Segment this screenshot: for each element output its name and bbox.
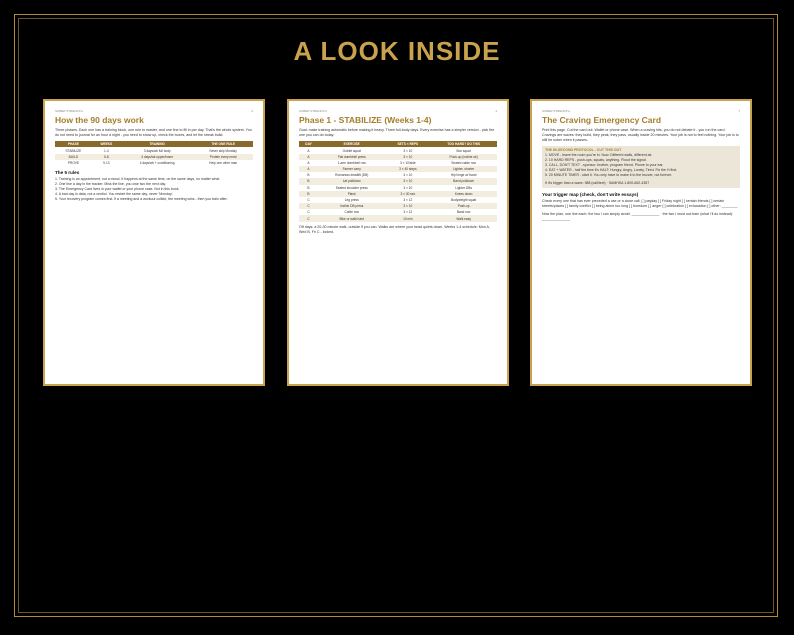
table-cell: Incline DB press (318, 203, 386, 209)
page-title: Phase 1 - STABILIZE (Weeks 1-4) (299, 115, 432, 125)
table-cell: B (307, 185, 310, 190)
table-cell: 3 × 10 (403, 185, 413, 190)
preview-page-1 (43, 99, 265, 386)
table-cell: 3 × 30 sec (385, 191, 430, 197)
table-cell: Seated cable row (451, 160, 476, 165)
running-header (542, 109, 740, 113)
table-header: THE ONE RULE (193, 141, 253, 147)
table-cell: Goblet squat (342, 148, 361, 153)
page-outro: Off days: a 20-30 minute walk, outside if you can. Walks are where your head quiets down. Weeks 1-4 schedule: Mon A, Wed B, Fri C - locked. (299, 224, 490, 234)
table-cell: Knees down (430, 191, 497, 197)
table-cell: Band pulldown (430, 178, 497, 184)
table-cell: 1-arm dumbbell row (337, 160, 366, 165)
table-cell: 10 min (385, 215, 430, 221)
table-header: SETS × REPS (385, 141, 430, 147)
table-cell: Protein every meal (193, 154, 253, 160)
table-cell: Lighter, shorter (430, 166, 497, 172)
table-cell: Cable row (344, 210, 359, 215)
protocol-step: 4. EAT + WATER - half the time it's HALT: Hungry, Angry, Lonely, Tired. Fix the H first. (545, 168, 678, 173)
rules-heading: The 5 rules (55, 169, 80, 175)
table-cell: STABILIZE (65, 148, 82, 153)
table-cell: BUILD (55, 154, 92, 160)
page-number: 4 (495, 109, 497, 113)
table-cell: Hip hinge w/ band (450, 173, 477, 178)
table-cell: Bike or walk hard (318, 215, 386, 221)
page-intro: Goal: make training automatic before making it heavy. Three full-body days. Every exercise has a simpler version - pick the one you can do today. (299, 128, 495, 138)
preview-page-3 (530, 99, 752, 386)
table-cell: 3 × 40 steps (385, 166, 430, 172)
table-cell: Farmer carry (318, 166, 386, 172)
page-intro: Print this page. Cut the card out. Wallet or phone case. When a craving hits, you do not debate it - you run the card. Cravings are waves: they build, they peak, they pass, usually inside 20 minutes. Your job is not to feel nothing. Your job is to still be sober when it passes. (542, 128, 739, 143)
table-cell: C (299, 215, 318, 221)
table-cell: PROVE (67, 160, 79, 165)
protocol-note: If it's bigger than a wave: 988 (call/text) · SAMHSA 1-800-662-4357 (545, 181, 650, 186)
table-cell: Box squat (456, 148, 471, 153)
table-header: EXERCISE (318, 141, 386, 147)
table-cell: 3 × 12 (403, 210, 413, 215)
table-header: TOO HARD? DO THIS (430, 141, 497, 147)
table-cell: C (307, 210, 310, 215)
page-title: How the 90 days work (55, 115, 144, 125)
table-cell: 3 × 10 (385, 154, 430, 160)
table-cell: 4 days/wk upper/lower (121, 154, 193, 160)
table-cell: Lat pulldown (318, 178, 386, 184)
trigger-map-plan: Now the plan, one line each: the two I can simply avoid: ______________ · the two I must out-train (what I'll do instead): ______________ (542, 211, 734, 221)
table-header: PHASE (55, 141, 92, 147)
protocol-title: THE 60-SECOND PROTOCOL - CUT THIS OUT (545, 147, 622, 152)
table-cell: Push-up (430, 203, 497, 209)
table-cell: Seated shoulder press (335, 185, 368, 190)
running-header-title: SOBER STRENGTH (542, 109, 570, 113)
table-cell: Lighter DBs (455, 185, 472, 190)
table-cell: Never skip Monday (209, 148, 237, 153)
rule-item: 5. Your recovery program comes first. If a meeting and a workout collide, the meeting wins - then you train after. (55, 197, 228, 202)
page-number: 2 (251, 109, 253, 113)
protocol-step: 3. CALL, DON'T TEXT - sponsor, brother, program friend. Phone to your ear. (545, 163, 664, 167)
trigger-map-heading: Your trigger map (check, don't write essays) (542, 192, 639, 198)
page-title: The Craving Emergency Card (542, 115, 662, 125)
rule-item: 3. The Emergency Card lives in your wallet or your phone case. Not in this book. (55, 187, 180, 192)
table-cell: 3 days/wk full body (143, 148, 171, 153)
rule-item: 4. A bad day is data, not a verdict. You restart the same day, never 'Monday'. (55, 192, 174, 197)
table-cell: 1-4 (104, 148, 109, 153)
table-cell: Help one other man (209, 160, 238, 165)
table-cell: 5-8 (92, 154, 121, 160)
running-header (299, 109, 497, 113)
running-header-title: SOBER STRENGTH (299, 109, 327, 113)
table-cell: 3 × 10 (385, 178, 430, 184)
table-cell: 3 × 10/side (400, 160, 416, 165)
phases-table (55, 141, 253, 166)
table-cell: C (299, 203, 318, 209)
table-cell: B (299, 178, 318, 184)
preview-page-2 (287, 99, 509, 386)
table-cell: A (307, 160, 310, 165)
table-cell: 4 days/wk + conditioning (139, 160, 175, 165)
table-header: TRAINING (121, 141, 193, 147)
table-cell: A (307, 148, 310, 153)
table-cell: Push-up (incline ok) (430, 154, 497, 160)
table-row (55, 160, 253, 166)
protocol-box (542, 146, 740, 188)
workout-table (299, 141, 497, 222)
table-cell: Flat dumbbell press (318, 154, 386, 160)
protocol-step: 1. MOVE - leave the room you're in. Now. Different walls, different air. (545, 152, 653, 157)
protocol-step: 2. 10 HARD REPS - push-ups, squats, anything. Flood the signal. (545, 157, 647, 162)
running-header (55, 109, 253, 113)
rule-item: 2. One line a day in the tracker. Miss the line, you owe two the next day. (55, 182, 167, 187)
table-cell: Bodyweight squat (451, 198, 477, 202)
headline: A LOOK INSIDE (293, 36, 501, 66)
running-header-title: SOBER STRENGTH (55, 109, 83, 113)
table-cell: 3 × 10 (385, 203, 430, 209)
table-cell: 9-13 (103, 160, 110, 165)
trigger-map-text: Check every one that has ever preceded a use or a close call: [ ] payday [ ] Friday night [ ] certain friends [ ] certain streets/places [ ] family conflict [ ] being alone too long [ ] boredom [ ] anger [ ] celebration [ ] exhaustion [ ] other: ________ (542, 199, 738, 209)
table-header: WEEKS (92, 141, 121, 147)
table-cell: Plank (318, 191, 386, 197)
table-cell: A (299, 166, 318, 172)
table-row (299, 215, 497, 221)
table-cell: B (307, 173, 310, 178)
table-cell: A (299, 154, 318, 160)
table-cell: Walk easy (430, 215, 497, 221)
rules-list (55, 177, 253, 202)
table-cell: C (307, 198, 310, 202)
table-cell: Band row (456, 210, 471, 215)
rule-item: 1. Training is an appointment, not a mood. It happens at the same time, on the same days, no matter what. (55, 176, 221, 181)
table-header: DAY (299, 141, 318, 147)
page-intro: Three phases. Each one has a training block, one rule to master, and one line to fill in per day. That's the whole system. You do not need to journal for an hour a night - you need to show up, check the boxes, and let the streak build. (55, 128, 252, 138)
table-cell: 3 × 10 (403, 173, 413, 178)
table-cell: 3 × 10 (403, 148, 413, 153)
page-number: 7 (738, 109, 740, 113)
table-cell: 3 × 12 (403, 198, 413, 202)
table-cell: B (299, 191, 318, 197)
protocol-step: 5. 20 MINUTE TIMER - start it. You only have to make it to the buzzer, not forever. (545, 173, 672, 178)
table-cell: Leg press (344, 198, 359, 202)
table-cell: Romanian deadlift (DB) (335, 173, 369, 178)
